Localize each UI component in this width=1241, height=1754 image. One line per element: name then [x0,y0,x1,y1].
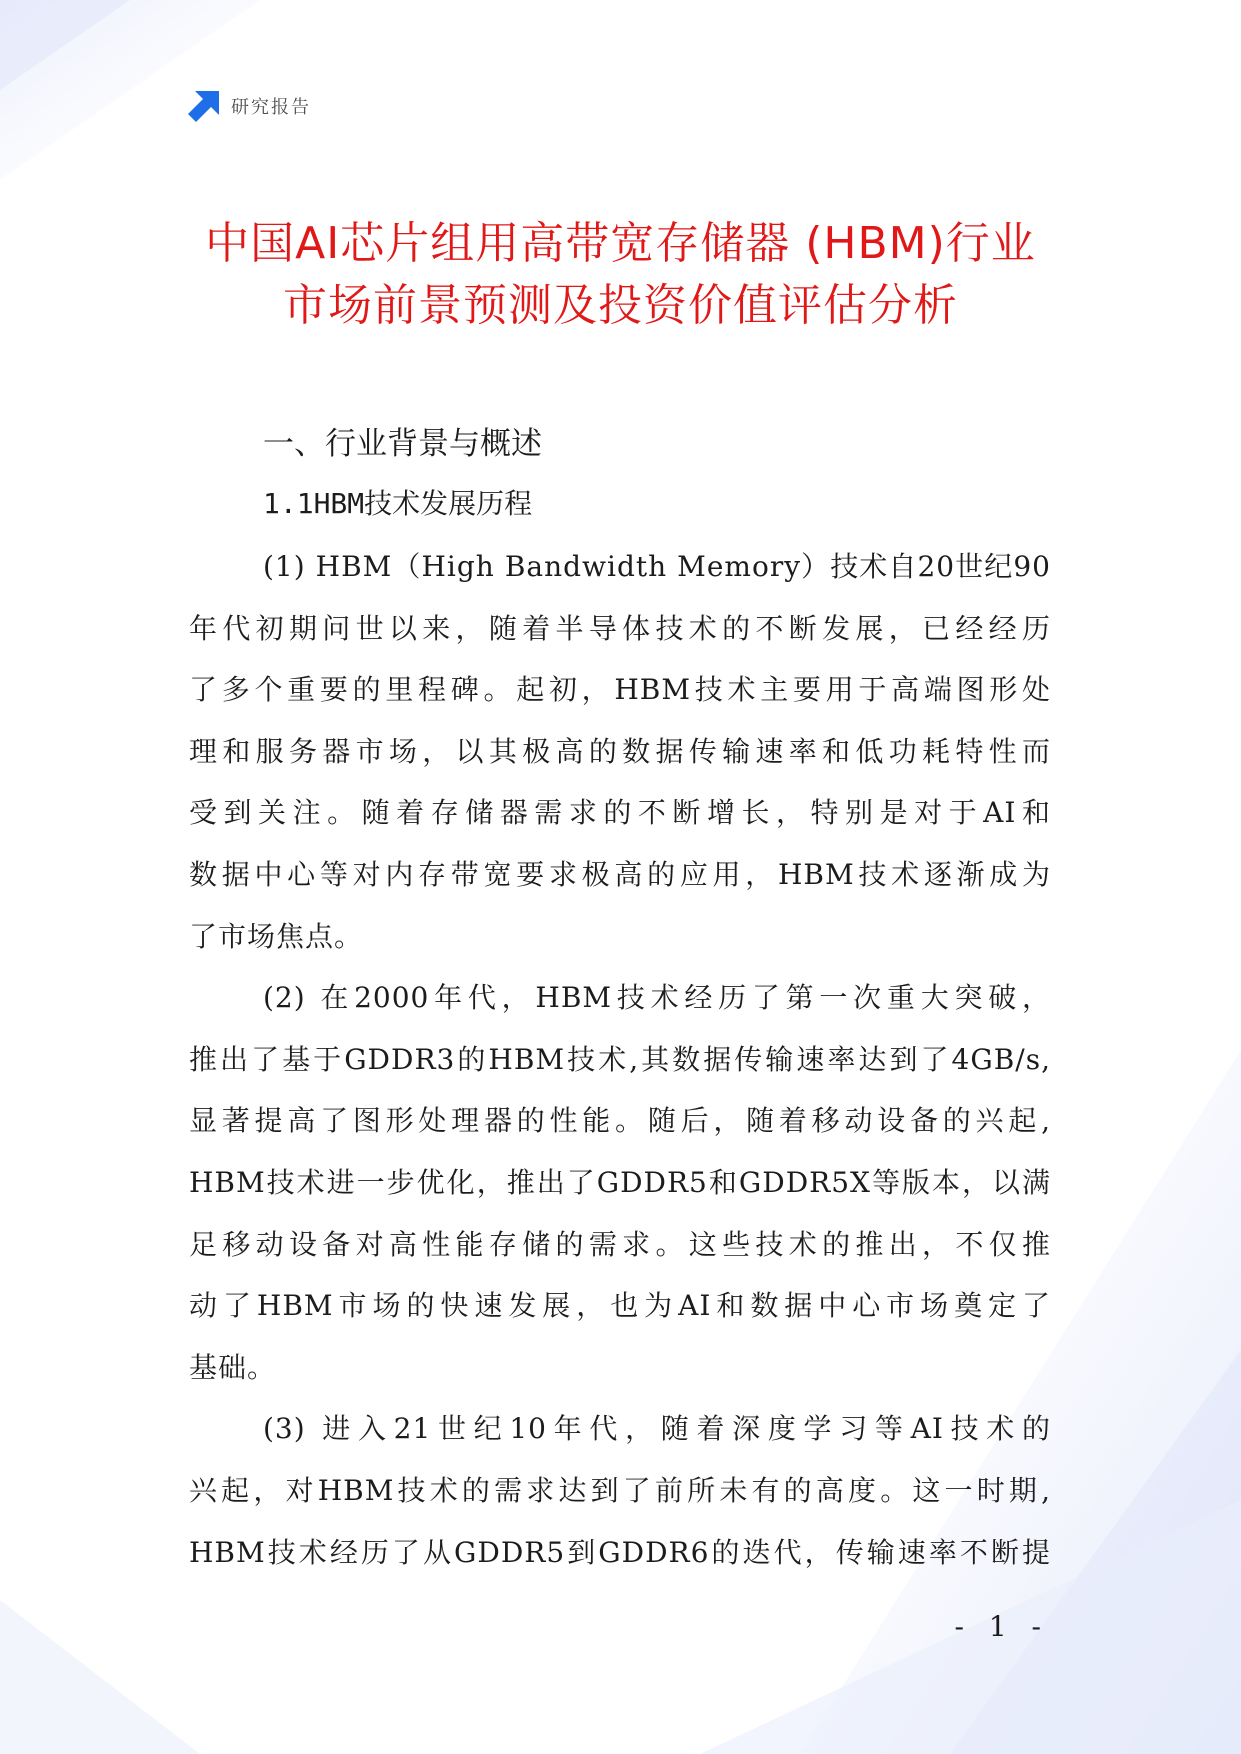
paragraph-line: 了市场焦点。 [189,919,364,953]
section-heading: 一、行业背景与概述 [263,426,542,462]
document-body [189,414,1051,1583]
paragraph-line: 足移动设备对高性能存储的需求。这些技术的推出，不仅推 [189,1227,1051,1261]
report-header [187,88,311,124]
arrow-up-right-icon [187,89,221,123]
paragraph-line: 动了HBM市场的快速发展，也为AI和数据中心市场奠定了 [189,1289,1051,1323]
document-title [120,213,1121,337]
paragraph-1 [189,536,1051,967]
paragraph-line: HBM技术经历了从GDDR5到GDDR6的迭代，传输速率不断提 [189,1535,1051,1569]
paragraph-line: 了多个重要的里程碑。起初，HBM技术主要用于高端图形处 [189,673,1051,707]
paragraph-3 [189,1398,1051,1583]
paragraph-line: 推出了基于GDDR3的HBM技术,其数据传输速率达到了4GB/s, [189,1042,1051,1076]
page-number: - 1 - [954,1610,1049,1643]
subsection-heading: 1.1HBM技术发展历程 [263,487,533,520]
title-line-2: 市场前景预测及投资价值评估分析 [283,280,958,331]
paragraph-line: 兴起，对HBM技术的需求达到了前所未有的高度。这一时期, [189,1473,1051,1507]
paragraph-line: (2) 在2000年代，HBM技术经历了第一次重大突破， [263,981,1051,1015]
paragraph-line: (1) HBM（High Bandwidth Memory）技术自20世纪90 [263,550,1051,583]
paragraph-line: (3) 进入21世纪10年代，随着深度学习等AI技术的 [263,1412,1051,1446]
paragraph-line: 显著提高了图形处理器的性能。随后，随着移动设备的兴起, [189,1104,1051,1138]
header-label: 研究报告 [231,97,311,118]
title-line-1: 中国AI芯片组用高带宽存储器 (HBM)行业 [205,218,1036,269]
paragraph-line: 受到关注。随着存储器需求的不断增长，特别是对于AI和 [189,796,1051,830]
paragraph-2 [189,967,1051,1398]
paragraph-line: 年代初期问世以来，随着半导体技术的不断发展，已经经历 [189,611,1051,645]
paragraph-line: 数据中心等对内存带宽要求极高的应用，HBM技术逐渐成为 [189,857,1051,891]
paragraph-line: 理和服务器市场，以其极高的数据传输速率和低功耗特性而 [189,734,1051,768]
paragraph-line: 基础。 [189,1350,277,1384]
paragraph-line: HBM技术进一步优化，推出了GDDR5和GDDR5X等版本，以满 [189,1165,1051,1199]
